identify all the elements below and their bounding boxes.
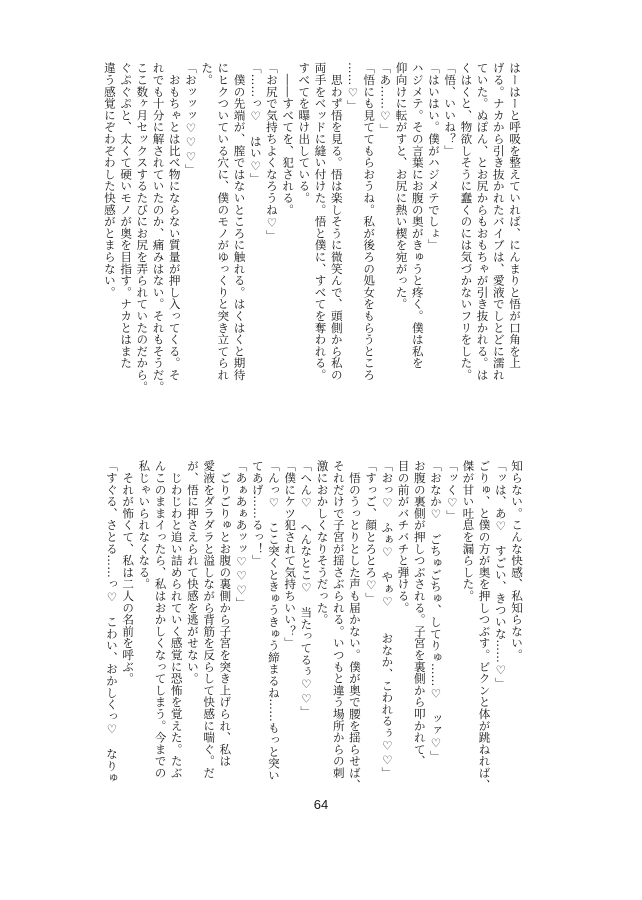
text-line: 「すぐる、さとる……っ♡ こわい、おかしくっ♡ なりゅ xyxy=(104,460,119,784)
text-line: それだけで子宮が揺さぶられる。いつもと違う場所からの刺 xyxy=(331,460,346,779)
text-line: すべてを曝け出している。 xyxy=(297,62,312,204)
text-line: てあげ……るっ！」 xyxy=(250,460,265,567)
text-line: にヒクついている穴に、僕のモノがゆっくりと突き立てられ xyxy=(216,62,231,381)
text-line: れでも十分に解されていたのか、痛みはない。それもそうだ。 xyxy=(151,62,166,393)
text-line: が、悟に押さえられて快感を逃がせない。 xyxy=(185,460,200,685)
text-line: 「んっ♡ ここ突くときゅうきゅう締まるね……もっと突い xyxy=(266,460,281,781)
text-line: 「おなか♡ ごちゅごちゅ、してりゅ……♡ ッァ♡」 xyxy=(428,460,443,763)
text-line: ごりゅ、と僕の方が奥を押しつぶす。ビクンと体が跳ねれば、 xyxy=(477,460,492,791)
text-line: 「あ……♡」 xyxy=(378,62,393,136)
upper-text-block xyxy=(102,62,523,440)
text-line: ぐぷぐぷと、太くて硬いモノが奥を目指す。ナカとはまた xyxy=(119,62,134,369)
text-line: んこのままイったら、私はおかしくなってしまう。今までの xyxy=(153,460,168,779)
text-line: 「僕にケツ犯されて気持ちいい？」 xyxy=(283,460,298,649)
text-line: 悟のうっとりとした声も届かない。僕が奥で腰を揺らせば、 xyxy=(347,460,362,791)
lower-text-block xyxy=(104,460,525,791)
text-line: 思わず悟を見る。悟は楽しそうに微笑んで、頭側から私の xyxy=(329,62,344,381)
text-line: 「悟、いいね？」 xyxy=(443,62,458,157)
page-number: 64 xyxy=(313,797,329,812)
text-line: ハジメテ。その言葉にお腹の奥がきゅうと疼く。僕は私を xyxy=(410,62,425,369)
text-line: 「悟にも見ててもらおうね。私が後ろの処女をもらうところ xyxy=(362,62,377,381)
text-line: 「……っ♡ はい♡」 xyxy=(248,62,263,185)
text-line: くはくと、物欲しそうに蠢くのには気づかないフリをした。 xyxy=(459,62,474,381)
text-line: 両手をベッドに縫い付けた。悟と僕に、すべてを奪われる。 xyxy=(313,62,328,381)
text-line: ごりごりゅとお腹の裏側から子宮を突き上げられ、私は xyxy=(218,460,233,767)
text-line: 私じゃいられなくなる。 xyxy=(137,460,152,590)
text-line: 激におかしくなりそうだった。 xyxy=(315,460,330,626)
text-line: ……♡」 xyxy=(345,62,360,112)
text-line: 違う感覚にぞわぞわした快感がとまらない。 xyxy=(102,62,117,298)
text-line: 「お尻で気持ちよくなろうね♡」 xyxy=(264,62,279,242)
text-line: 仰向けに転がすと、お尻に熱い楔を宛がった。 xyxy=(394,62,409,310)
text-line: 「おっ♡ ふぁ♡ やぁ♡ おなか、こわれるぅ♡♡」 xyxy=(380,460,395,779)
text-line: 愛液をダラダラと溢しながら背筋を反らして快感に喘ぐ。だ xyxy=(202,460,217,779)
text-line: おもちゃとは比べ物にならない質量が押し入ってくる。そ xyxy=(167,62,182,381)
text-line: じわじわと追い詰められていく感覚に恐怖を覚えた。たぶ xyxy=(169,460,184,779)
text-line: 傑が甘い吐息を漏らした。 xyxy=(461,460,476,602)
text-line: それが怖くて、私は二人の名前を呼ぶ。 xyxy=(121,460,136,685)
text-line: はーはーと呼吸を整えていれば、にんまりと悟が口角を上 xyxy=(508,62,522,369)
text-line: お腹の裏側が押しつぶされる。子宮を裏側から叩かれて、 xyxy=(412,460,427,767)
text-line: 「すっご、顔とろとろ♡」 xyxy=(364,460,379,604)
text-line: ――すべてを、犯される。 xyxy=(281,62,296,216)
text-line: ていた。ぬぽん、とお尻からもおもちゃが引き抜かれる。は xyxy=(475,62,490,381)
text-line: 「へん♡ へんなとこ♡ 当たってるぅ♡♡」 xyxy=(299,460,314,718)
text-line: 「あぁあぁあッッ♡♡♡」 xyxy=(234,460,249,609)
text-line: 知らない。こんな快感、私知らない。 xyxy=(510,460,524,661)
text-line: げる。ナカから引き抜かれたバイブは、愛液でしとどに濡れ xyxy=(491,62,506,381)
text-line: ここ数ヶ月セックスするたびにお尻を弄られていたのだから。 xyxy=(135,62,150,393)
text-line: 僕の先端が、膣ではないところに触れる。はくはくと期待 xyxy=(232,62,247,381)
text-line: 「ッは、あ♡ すごい、きついな……♡」 xyxy=(493,460,508,689)
text-line: 「ッく♡」 xyxy=(445,460,460,522)
text-line: 目の前がバチバチと弾ける。 xyxy=(396,460,411,614)
text-line: 「おッッッ♡♡♡」 xyxy=(183,62,198,176)
text-line: 「はいはい。僕がハジメテでしょ」 xyxy=(426,62,441,251)
text-line: た。 xyxy=(200,62,215,86)
